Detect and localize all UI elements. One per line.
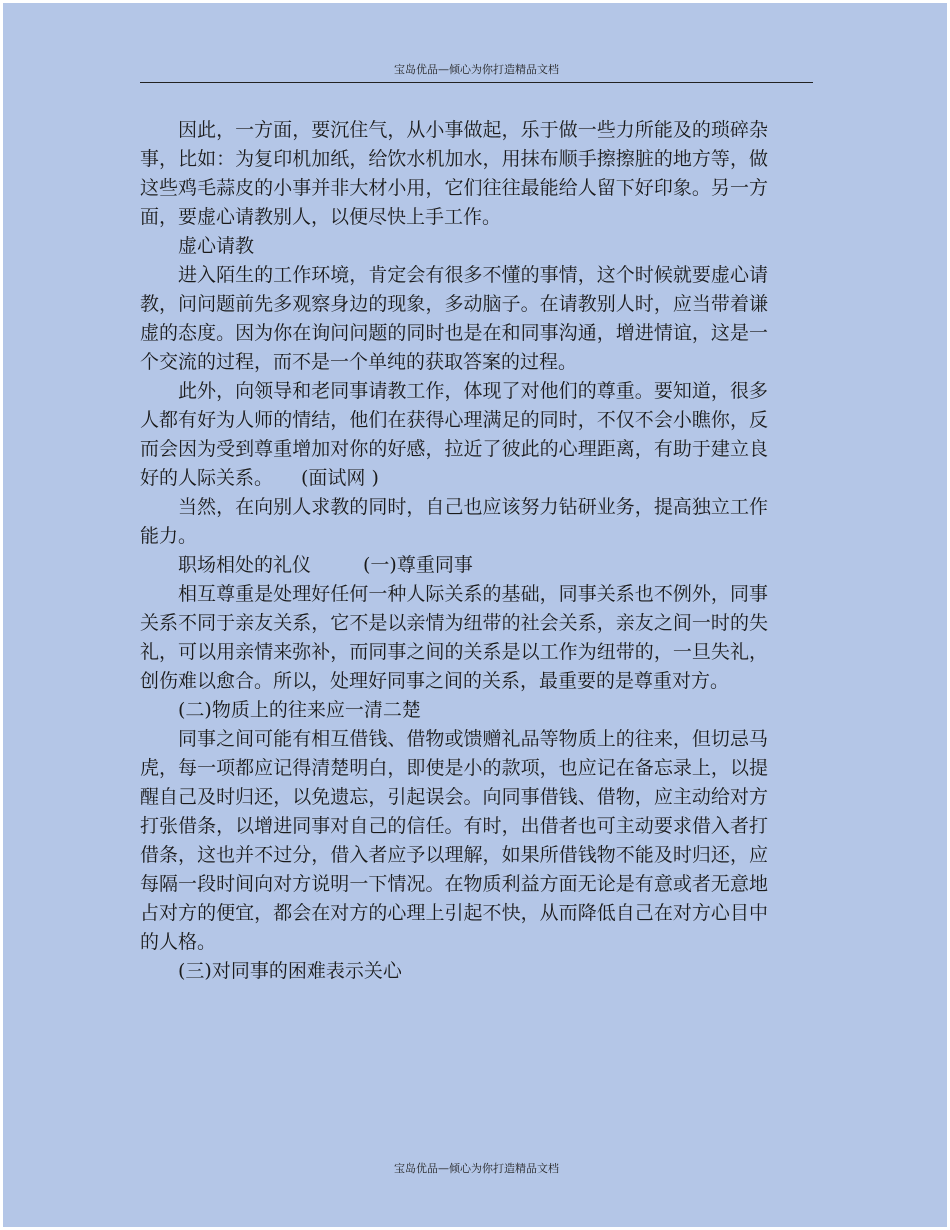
document-page	[3, 3, 947, 1227]
paragraph: 同事之间可能有相互借钱、借物或馈赠礼品等物质上的往来，但切忌马虎，每一项都应记得清楚明白，即使是小的款项，也应记在备忘录上，以提醒自己及时归还，以免遗忘，引起误会。向同事借钱、借物，应主动给对方打张借条，以增进同事对自己的信任。有时，出借者也可主动要求借入者打借条，这也并不过分，借入者应予以理解，如果所借钱物不能及时归还，应每隔一段时间向对方说明一下情况。在物质利益方面无论是有意或者无意地占对方的便宜，都会在对方的心理上引起不快，从而降低自己在对方心目中的人格。	[140, 728, 768, 953]
paragraph-text: 此外，向领导和老同事请教工作，体现了对他们的尊重。要知道，很多人都有好为人师的情结，他们在获得心理满足的同时，不仅不会小瞧你，反而会因为受到尊重增加对你的好感，拉近了彼此的心理距离，有助于建立良好的人际关系。	[140, 380, 768, 489]
section-heading: (二)物质上的往来应一清二楚	[178, 699, 421, 721]
paragraph: 相互尊重是处理好任何一种人际关系的基础，同事关系也不例外，同事关系不同于亲友关系，它不是以亲情为纽带的社会关系，亲友之间一时的失礼，可以用亲情来弥补，而同事之间的关系是以工作为纽带的，一旦失礼，创伤难以愈合。所以，处理好同事之间的关系，最重要的是尊重对方。	[140, 583, 768, 692]
heading-main: 职场相处的礼仪	[178, 554, 312, 576]
paragraph	[140, 377, 768, 493]
paragraph: 进入陌生的工作环境，肯定会有很多不懂的事情，这个时候就要虚心请教，问问题前先多观察身边的现象，多动脑子。在请教别人时，应当带着谦虚的态度。因为你在询问问题的同时也是在和同事沟通，增进情谊，这是一个交流的过程，而不是一个单纯的获取答案的过程。	[140, 264, 768, 373]
source-note: (面试网 )	[301, 467, 379, 489]
paragraph: 因此，一方面，要沉住气，从小事做起，乐于做一些力所能及的琐碎杂事，比如：为复印机加纸，给饮水机加水，用抹布顺手擦擦脏的地方等，做这些鸡毛蒜皮的小事并非大材小用，它们往往最能给人留下好印象。另一方面，要虚心请教别人，以便尽快上手工作。	[140, 119, 768, 228]
document-body	[140, 116, 768, 986]
heading-sub: (一)尊重同事	[363, 554, 473, 576]
paragraph: 当然，在向别人求教的同时，自己也应该努力钻研业务，提高独立工作能力。	[140, 496, 768, 547]
section-heading: 虚心请教	[178, 235, 255, 257]
section-heading: (三)对同事的困难表示关心	[178, 960, 402, 982]
page-footer: 宝岛优品—倾心为你打造精品文档	[394, 1162, 559, 1175]
page-header: 宝岛优品—倾心为你打造精品文档	[140, 60, 813, 83]
section-heading	[140, 551, 768, 580]
